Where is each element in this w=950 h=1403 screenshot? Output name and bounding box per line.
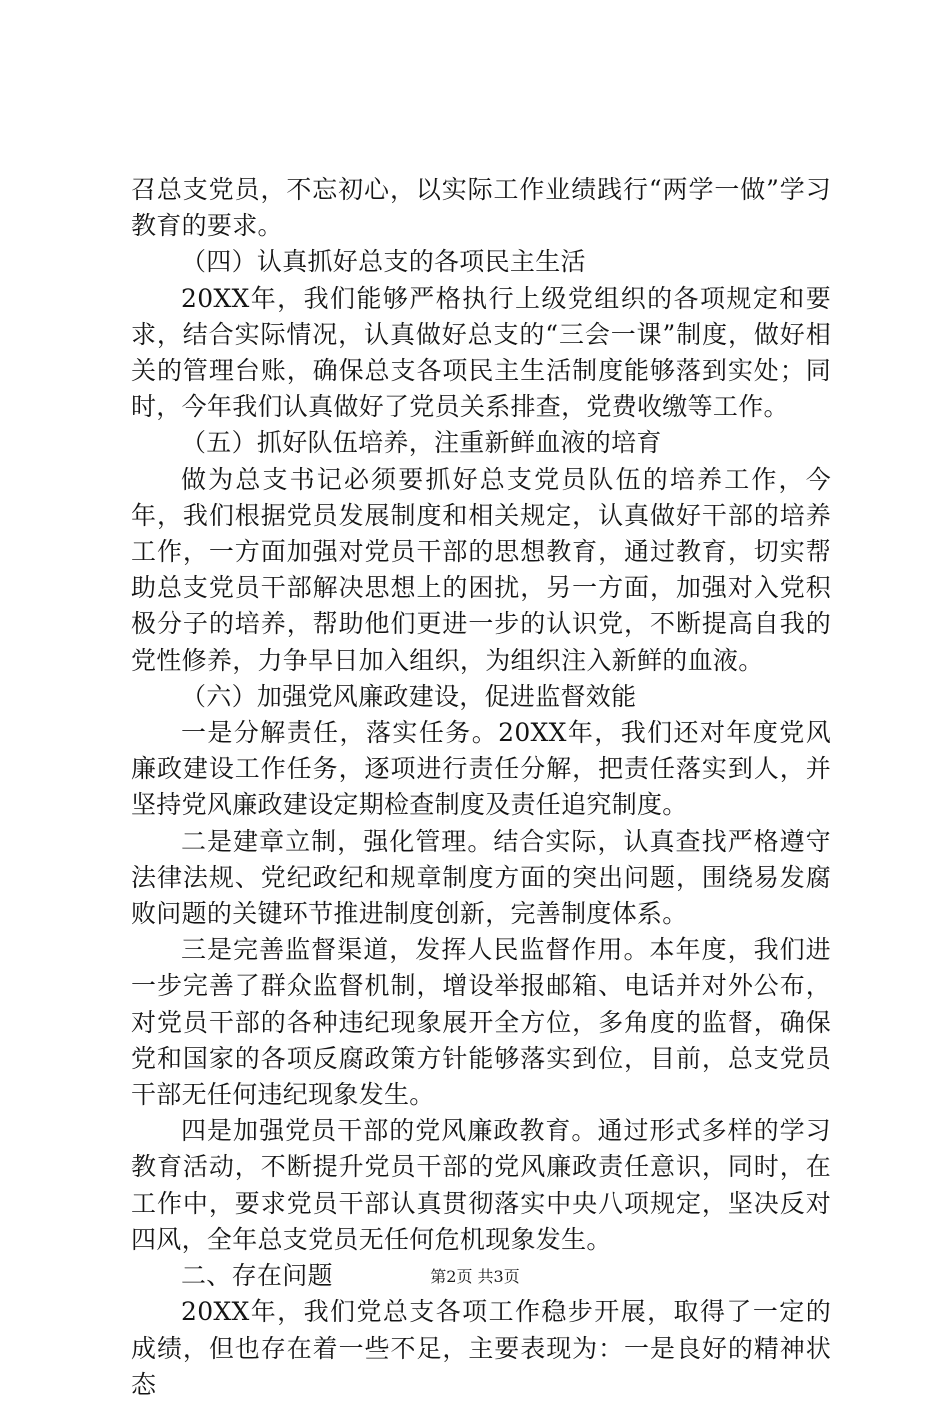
paragraph: 二是建章立制，强化管理。结合实际，认真查找严格遵守法律法规、党纪政纪和规章制度方面的突出问题，围绕易发腐败问题的关键环节推进制度创新，完善制度体系。 [131, 826, 831, 929]
document-body [131, 172, 831, 1403]
paragraph-continuation: 召总支党员，不忘初心，以实际工作业绩践行“两学一做”学习教育的要求。 [131, 175, 831, 241]
page-number-label: 第2页 共3页 [430, 1267, 520, 1286]
section-heading-4: （四）认真抓好总支的各项民主生活 [181, 247, 586, 277]
paragraph: 三是完善监督渠道，发挥人民监督作用。本年度，我们进一步完善了群众监督机制，增设举报邮箱、电话并对外公布，对党员干部的各种违纪现象展开全方位，多角度的监督，确保党和国家的各项反腐政策方针能够落实到位，目前，总支党员干部无任何违纪现象发生。 [131, 935, 831, 1110]
paragraph: 做为总支书记必须要抓好总支党员队伍的培养工作，今年，我们根据党员发展制度和相关规定，认真做好干部的培养工作，一方面加强对党员干部的思想教育，通过教育，切实帮助总支党员干部解决思想上的困扰，另一方面，加强对入党积极分子的培养，帮助他们更进一步的认识党，不断提高自我的党性修养，力争早日加入组织，为组织注入新鲜的血液。 [131, 464, 831, 675]
page-footer [0, 1267, 950, 1287]
paragraph: 四是加强党员干部的党风廉政教育。通过形式多样的学习教育活动，不断提升党员干部的党风廉政责任意识，同时，在工作中，要求党员干部认真贯彻落实中央八项规定，坚决反对四风，全年总支党员无任何危机现象发生。 [131, 1116, 831, 1254]
section-heading-5: （五）抓好队伍培养，注重新鲜血液的培育 [181, 428, 662, 458]
paragraph: 20XX年，我们能够严格执行上级党组织的各项规定和要求，结合实际情况，认真做好总支的“三会一课”制度，做好相关的管理台账，确保总支各项民主生活制度能够落到实处；同时，今年我们认真做好了党员关系排查，党费收缴等工作。 [131, 283, 831, 422]
paragraph: 一是分解责任，落实任务。20XX年，我们还对年度党风廉政建设工作任务，逐项进行责任分解，把责任落实到人，并坚持党风廉政建设定期检查制度及责任追究制度。 [131, 718, 831, 820]
section-heading-problems: 二、存在问题 [181, 1261, 333, 1291]
section-heading-6: （六）加强党风廉政建设，促进监督效能 [181, 681, 637, 711]
paragraph: 20XX年，我们党总支各项工作稳步开展，取得了一定的成绩，但也存在着一些不足，主要表现为：一是良好的精神状态 [131, 1297, 831, 1399]
